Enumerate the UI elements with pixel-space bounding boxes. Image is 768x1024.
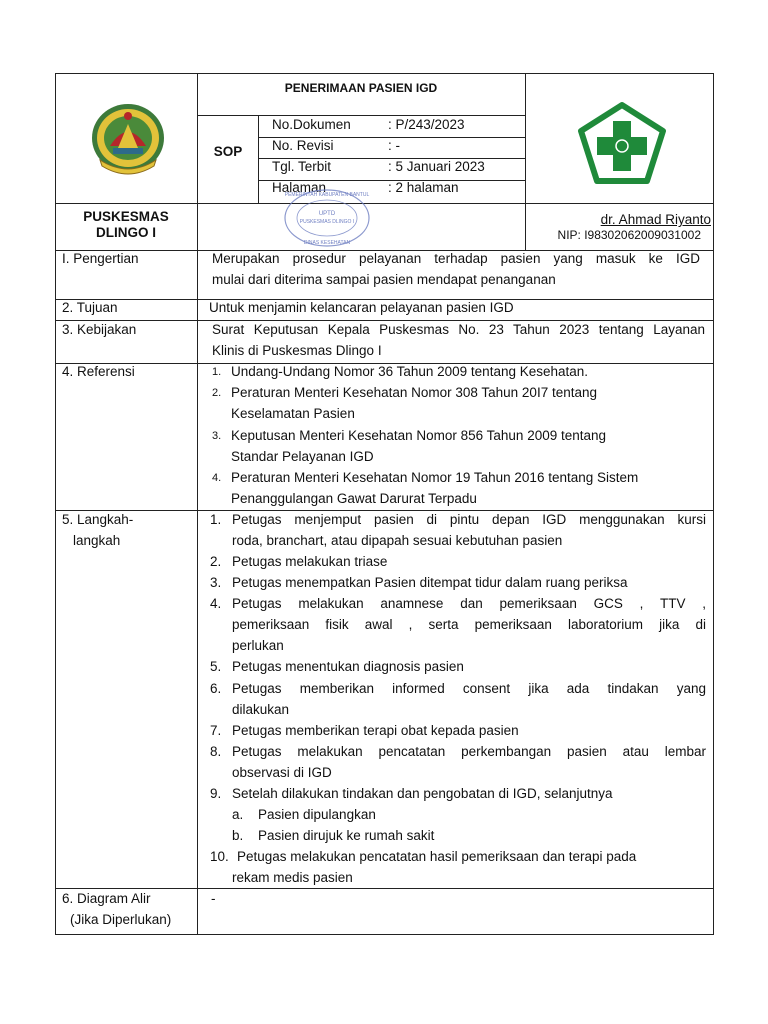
meta-value-no-dokumen: : P/243/2023: [388, 117, 465, 132]
stamp-middle-text-2: PUSKESMAS DLINGO I: [299, 219, 355, 225]
referensi-line: Keputusan Menteri Kesehatan Nomor 856 Tahun 2009 tentang: [231, 428, 607, 443]
step-num: 7.: [210, 723, 222, 738]
referensi-num: 4.: [212, 472, 222, 484]
referensi-num: 3.: [212, 430, 222, 442]
step-line: pemeriksaan fisik awal , serta pemeriksaan laboratorium jika di: [232, 617, 706, 632]
referensi-line: Penanggulangan Gawat Darurat Terpadu: [231, 491, 477, 506]
sub-item-text: Pasien dipulangkan: [258, 807, 376, 822]
diagram-value: -: [211, 891, 216, 906]
signer-nip: NIP: I98302062009031002: [557, 228, 701, 242]
label-referensi: 4. Referensi: [62, 364, 135, 379]
sub-item-text: Pasien dirujuk ke rumah sakit: [258, 828, 435, 843]
stamp-bottom-text: DINAS KESEHATAN: [303, 240, 351, 246]
referensi-line: Peraturan Menteri Kesehatan Nomor 19 Tahun 2016 tentang Sistem: [231, 470, 639, 485]
stamp-middle-text-1: UPTD: [318, 211, 336, 217]
step-num: 3.: [210, 575, 222, 590]
step-line: Setelah dilakukan tindakan dan pengobatan di IGD, selanjutnya: [232, 786, 613, 801]
meta-value-no-revisi: : -: [388, 138, 400, 153]
label-pengertian: I. Pengertian: [62, 251, 139, 266]
referensi-line: Peraturan Menteri Kesehatan Nomor 308 Tahun 20I7 tentang: [231, 385, 597, 400]
step-line: Petugas melakukan triase: [232, 554, 388, 569]
step-num: 8.: [210, 744, 222, 759]
document-title: PENERIMAAN PASIEN IGD: [284, 81, 438, 95]
org-name-line2: DLINGO I: [96, 225, 156, 240]
meta-value-tgl-terbit: : 5 Januari 2023: [388, 159, 485, 174]
step-line: observasi di IGD: [232, 765, 332, 780]
meta-left-divider: [258, 115, 259, 203]
sop-label: SOP: [213, 144, 243, 159]
step-num: 9.: [210, 786, 222, 801]
kebijakan-text-line1: Surat Keputusan Kepala Puskesmas No. 23 Tahun 2023 tentang Layanan: [212, 322, 705, 337]
table-border-top: [55, 73, 714, 74]
step-num: 10.: [210, 849, 229, 864]
stamp-top-text: PEMERINTAH KABUPATEN BANTUL: [284, 192, 370, 198]
step-line: Petugas melakukan pencatatan hasil pemeriksaan dan terapi pada: [237, 849, 637, 864]
header-bottom-line: [55, 203, 714, 204]
header-right-divider-top: [525, 73, 526, 203]
meta-label-tgl-terbit: Tgl. Terbit: [272, 159, 332, 174]
pengertian-text-line2: mulai dari diterima sampai pasien mendapat penanganan: [212, 272, 556, 287]
tujuan-text: Untuk menjamin kelancaran pelayanan pasien IGD: [209, 300, 514, 315]
meta-value-halaman: : 2 halaman: [388, 180, 459, 195]
step-line: Petugas melakukan pencatatan perkembangan pasien atau lembar: [232, 744, 706, 759]
step-num: 2.: [210, 554, 222, 569]
row-line-diagram: [55, 888, 714, 889]
label-diagram-line1: 6. Diagram Alir: [62, 891, 151, 906]
step-line: Petugas menentukan diagnosis pasien: [232, 659, 464, 674]
step-line: Petugas melakukan anamnese dan pemeriksaan GCS , TTV ,: [232, 596, 706, 611]
step-num: 4.: [210, 596, 222, 611]
meta-label-halaman: Halaman: [272, 180, 327, 195]
signer-name: dr. Ahmad Riyanto: [600, 212, 711, 227]
label-tujuan: 2. Tujuan: [62, 300, 118, 315]
pengertian-text-line1: Merupakan prosedur pelayanan terhadap pasien yang masuk ke IGD: [212, 251, 700, 266]
referensi-line: Keselamatan Pasien: [231, 406, 355, 421]
sub-item-letter: b.: [232, 828, 244, 843]
step-line: Petugas menjemput pasien di pintu depan IGD menggunakan kursi: [232, 512, 706, 527]
puskesmas-logo-icon: [575, 101, 669, 185]
referensi-line: Standar Pelayanan IGD: [231, 449, 374, 464]
meta-label-no-dokumen: No.Dokumen: [272, 117, 351, 132]
step-line: dilakukan: [232, 702, 290, 717]
meta-label-no-revisi: No. Revisi: [272, 138, 334, 153]
title-bottom-line: [197, 115, 525, 116]
step-line: roda, branchart, atau dipapah sesuai kebutuhan pasien: [232, 533, 563, 548]
referensi-num: 2.: [212, 387, 222, 399]
referensi-line: Undang-Undang Nomor 36 Tahun 2009 tentang Kesehatan.: [231, 364, 589, 379]
step-line: Petugas menempatkan Pasien ditempat tidur dalam ruang periksa: [232, 575, 628, 590]
step-line: perlukan: [232, 638, 284, 653]
org-name-line1: PUSKESMAS: [83, 209, 169, 224]
step-num: 1.: [210, 512, 222, 527]
step-line: rekam medis pasien: [232, 870, 353, 885]
regional-emblem-icon: [88, 98, 168, 178]
step-line: Petugas memberikan terapi obat kepada pasien: [232, 723, 519, 738]
sub-item-letter: a.: [232, 807, 244, 822]
step-num: 6.: [210, 681, 222, 696]
table-border-bottom: [55, 934, 714, 935]
label-langkah-line2: langkah: [73, 533, 121, 548]
step-line: Petugas memberikan informed consent jika ada tindakan yang: [232, 681, 706, 696]
kebijakan-text-line2: Klinis di Puskesmas Dlingo I: [212, 343, 382, 358]
label-langkah-line1: 5. Langkah-: [62, 512, 134, 527]
step-num: 5.: [210, 659, 222, 674]
label-diagram-line2: (Jika Diperlukan): [70, 912, 172, 927]
official-stamp-icon: [282, 188, 372, 248]
label-kebijakan: 3. Kebijakan: [62, 322, 137, 337]
referensi-num: 1.: [212, 366, 222, 378]
